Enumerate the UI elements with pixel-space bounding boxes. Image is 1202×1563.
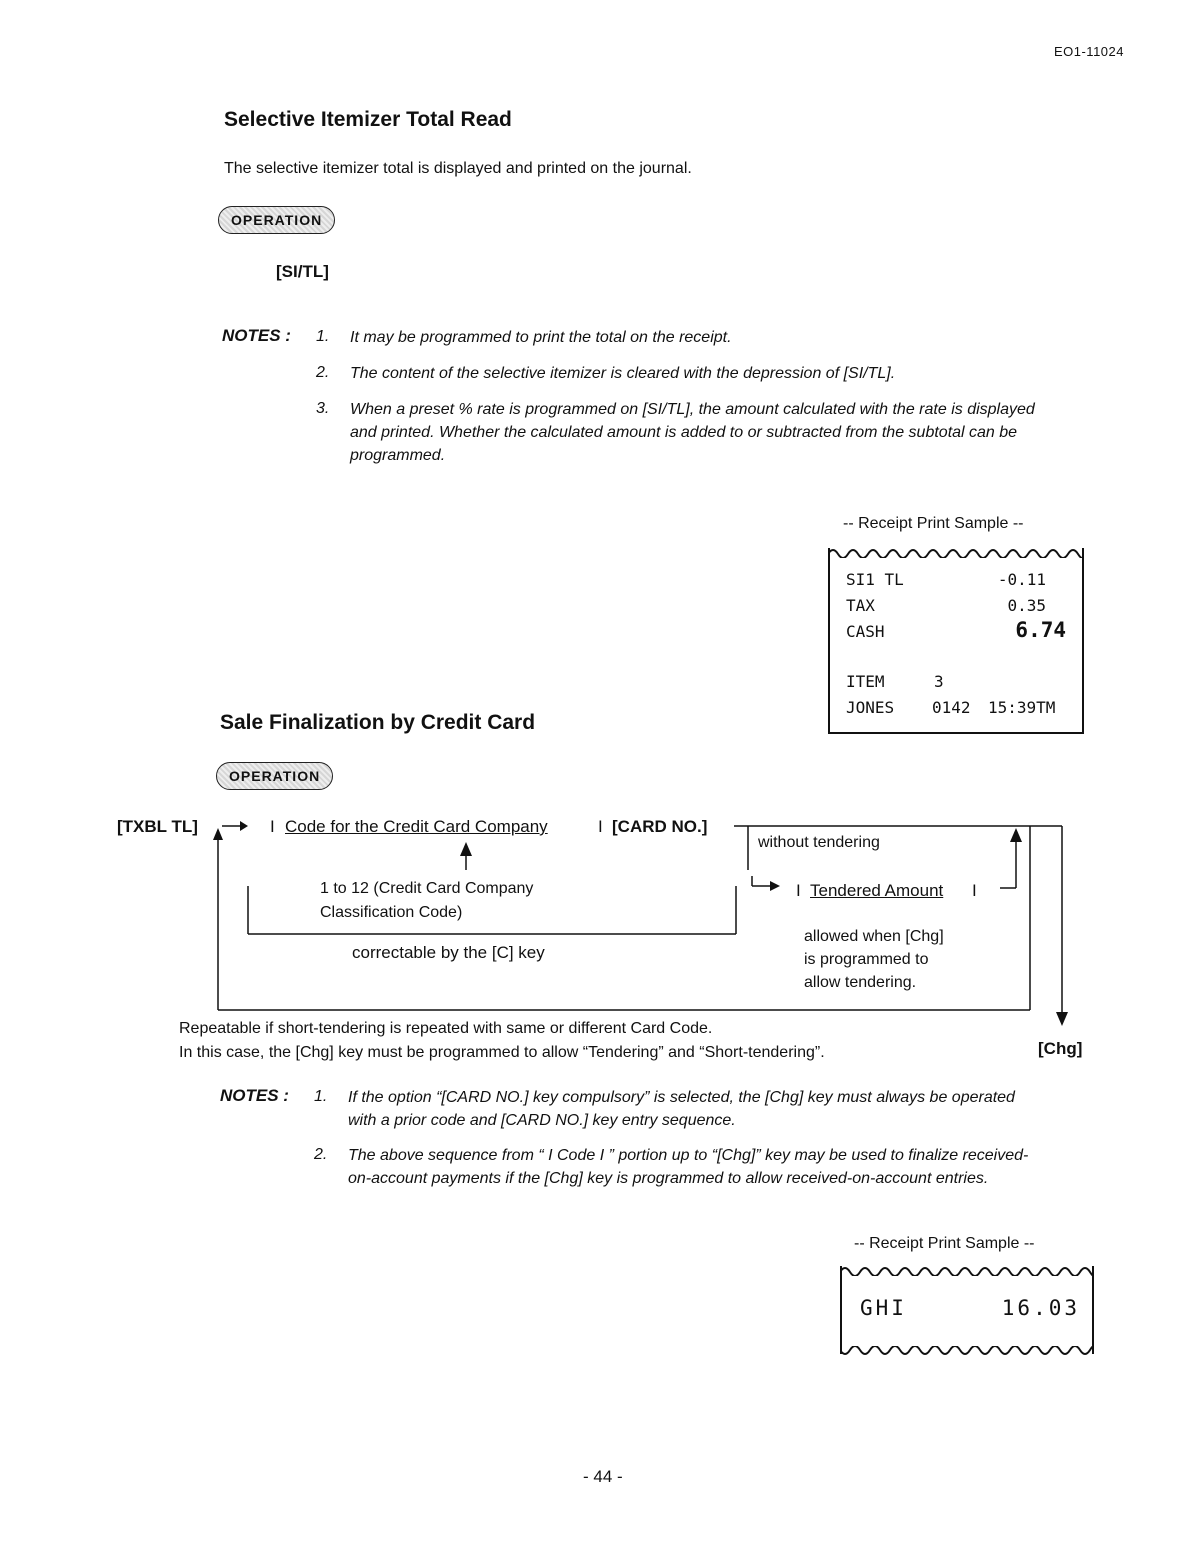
tendered-bar-left: I xyxy=(796,881,801,900)
section-title-selective-itemizer: Selective Itemizer Total Read xyxy=(224,108,512,131)
receipt-clerk: JONES xyxy=(846,698,895,717)
without-tendering-label: without tendering xyxy=(758,834,880,851)
receipt-caption: -- Receipt Print Sample -- xyxy=(843,515,1024,532)
tendered-amount: Tendered Amount xyxy=(810,881,944,900)
receipt-value: 6.74 xyxy=(1015,618,1066,642)
operation-badge: OPERATION xyxy=(216,762,333,790)
code-for-credit-card: Code for the Credit Card Company xyxy=(285,817,548,836)
key-sequence-si-tl: [SI/TL] xyxy=(276,262,329,281)
receipt-label: GHI xyxy=(860,1296,907,1320)
torn-edge xyxy=(840,1346,1094,1360)
note-text: The above sequence from “ I Code I ” portion up to “[Chg]” key may be used to finalize received-on-account payments if the [Chg] key is programmed to allow received-on-account entries. xyxy=(348,1147,1029,1187)
note-number: 1. xyxy=(316,328,330,345)
allowed-note: allow tendering. xyxy=(804,974,917,991)
allowed-note: allowed when [Chg] xyxy=(804,928,944,945)
notes-label: NOTES : xyxy=(220,1086,289,1105)
notes-label: NOTES : xyxy=(222,326,291,345)
note-number: 2. xyxy=(314,1146,328,1163)
receipt-value: 0.35 xyxy=(1007,596,1046,615)
code-bar-left: I xyxy=(270,817,275,836)
receipt-time: 15:39TM xyxy=(988,698,1056,717)
note-number: 3. xyxy=(316,400,330,417)
operation-badge: OPERATION xyxy=(218,206,335,234)
receipt-label: CASH xyxy=(846,622,885,641)
receipt-sample-2 xyxy=(840,1266,1094,1354)
correctable-note: correctable by the [C] key xyxy=(352,943,545,962)
repeat-note: Repeatable if short-tendering is repeated with same or different Card Code. xyxy=(179,1020,713,1037)
key-txbl-tl: [TXBL TL] xyxy=(117,817,198,836)
receipt-item-label: ITEM xyxy=(846,672,885,691)
note-number: 2. xyxy=(316,364,330,381)
note-text: The content of the selective itemizer is cleared with the depression of [SI/TL]. xyxy=(350,365,896,382)
receipt-item-count: 3 xyxy=(934,672,944,691)
key-chg: [Chg] xyxy=(1038,1039,1083,1058)
receipt-label: SI1 TL xyxy=(846,570,904,589)
note-text: It may be programmed to print the total on the receipt. xyxy=(350,329,732,346)
range-label: Classification Code) xyxy=(320,904,463,921)
code-bar-right: I xyxy=(598,817,603,836)
receipt-label: TAX xyxy=(846,596,875,615)
page-number: - 44 - xyxy=(583,1467,623,1486)
range-label: 1 to 12 (Credit Card Company xyxy=(320,880,534,897)
note-text: When a preset % rate is programmed on [SI/TL], the amount calculated with the rate is displayed and printed. Whether the calculated amount is added to or subtracted from the subtotal can be programmed. xyxy=(350,401,1035,464)
receipt-value: -0.11 xyxy=(997,570,1046,589)
section1-intro: The selective itemizer total is displayed and printed on the journal. xyxy=(224,160,692,177)
receipt-number: 0142 xyxy=(932,698,971,717)
key-card-no: [CARD NO.] xyxy=(612,817,708,836)
section-title-credit-card: Sale Finalization by Credit Card xyxy=(220,711,536,734)
note-number: 1. xyxy=(314,1088,328,1105)
receipt-value: 16.03 xyxy=(1001,1296,1080,1320)
receipt-caption: -- Receipt Print Sample -- xyxy=(854,1235,1035,1252)
note-text: If the option “[CARD NO.] key compulsory” is selected, the [Chg] key must always be operated with a prior code and [CARD NO.] key entry sequence. xyxy=(348,1089,1015,1129)
torn-edge xyxy=(840,1262,1094,1276)
allowed-note: is programmed to xyxy=(804,951,929,968)
document-code: EO1-11024 xyxy=(1053,44,1124,59)
tendered-bar-right: I xyxy=(972,881,977,900)
repeat-note: In this case, the [Chg] key must be programmed to allow “Tendering” and “Short-tendering”. xyxy=(179,1044,825,1061)
